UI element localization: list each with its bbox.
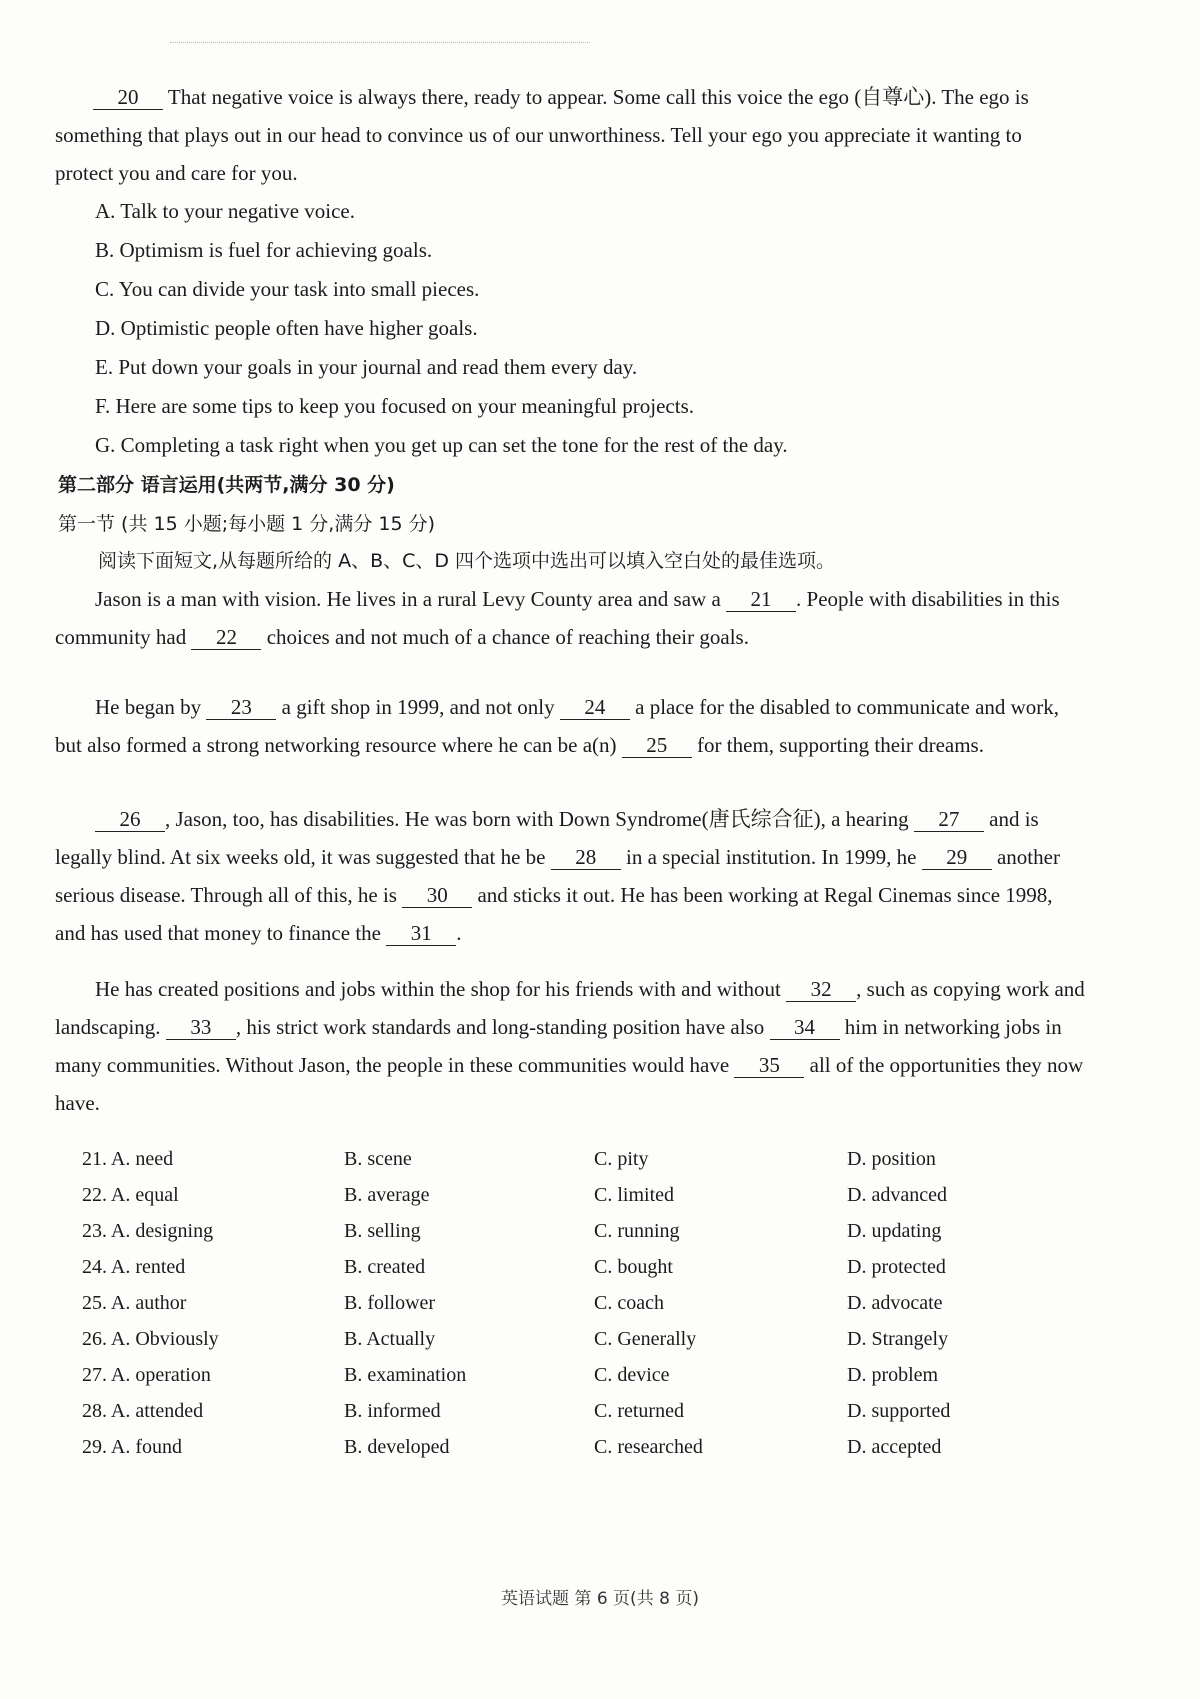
option-c: C. pity — [594, 1148, 649, 1170]
cloze-text: all of the opportunities they now have. — [55, 1053, 1084, 1115]
blank-33: 33 — [166, 1015, 236, 1040]
option-b: B. informed — [344, 1400, 441, 1422]
blank-29: 29 — [922, 845, 992, 870]
option-b: B. Actually — [344, 1328, 436, 1350]
option-d: D. problem — [847, 1364, 939, 1386]
option-d: D. updating — [847, 1220, 942, 1242]
cloze-text: a place for the disabled to communicate and work, but also formed a strong networking resource where he can be a(n) — [55, 695, 1060, 757]
option-b: B. average — [344, 1184, 430, 1206]
option-a: 27. A. operation — [82, 1364, 211, 1386]
option-d: D. advanced — [847, 1184, 947, 1206]
option-a: A. Talk to your negative voice. — [95, 199, 355, 223]
option-a: 22. A. equal — [82, 1184, 179, 1206]
option-a: 21. A. need — [82, 1148, 174, 1170]
cloze-text: in a special institution. In 1999, he — [626, 845, 917, 869]
option-c: C. Generally — [594, 1328, 697, 1350]
part2-heading: 第二部分 语言运用(共两节,满分 30 分) — [58, 474, 395, 496]
passage-end-line3: Tell your ego you appreciate it wanting to protect you and care for you. — [55, 123, 1022, 185]
cloze-text: Jason is a man with vision. He lives in a rural Levy County area and saw a — [95, 587, 721, 611]
question-row-22 — [82, 1184, 1082, 1218]
cloze-text: , Jason, too, has disabilities. He was born with Down Syndrome(唐氏综合征), a hearing — [165, 807, 909, 831]
option-d: D. Strangely — [847, 1328, 949, 1350]
option-b: B. Optimism is fuel for achieving goals. — [95, 238, 433, 262]
question-row-23 — [82, 1220, 1082, 1254]
cloze-text: him in networking jobs in many communities. Without Jason, the people in these communities would have — [55, 1015, 1062, 1077]
question-row-29 — [82, 1436, 1082, 1470]
question-row-24 — [82, 1256, 1082, 1290]
option-a: 25. A. author — [82, 1292, 187, 1314]
question-row-25 — [82, 1292, 1082, 1326]
option-c: C. bought — [594, 1256, 673, 1278]
cloze-text: a gift shop in 1999, and not only — [281, 695, 555, 719]
blank-30: 30 — [402, 883, 472, 908]
blank-28: 28 — [551, 845, 621, 870]
option-c: C. You can divide your task into small pieces. — [95, 277, 480, 301]
option-a: 26. A. Obviously — [82, 1328, 219, 1350]
question-row-28 — [82, 1400, 1082, 1434]
option-d: D. advocate — [847, 1292, 943, 1314]
blank-31: 31 — [386, 921, 456, 946]
blank-25: 25 — [622, 733, 692, 758]
option-b: B. created — [344, 1256, 426, 1278]
cloze-paragraph-1 — [55, 580, 1085, 656]
option-c: C. running — [594, 1220, 680, 1242]
option-a: 28. A. attended — [82, 1400, 204, 1422]
option-b: B. follower — [344, 1292, 436, 1314]
option-c: C. coach — [594, 1292, 664, 1314]
cloze-paragraph-2 — [55, 688, 1085, 764]
passage-end-paragraph — [55, 78, 1085, 192]
option-c: C. returned — [594, 1400, 684, 1422]
cloze-text: . People with disabilities in this community had — [55, 587, 1060, 649]
cloze-text: , such as copying work and landscaping. — [55, 977, 1085, 1039]
cloze-text: and sticks it out. He has been working at Regal Cinemas since 1998, and has used that money to finance the — [55, 883, 1053, 945]
option-a: 29. A. found — [82, 1436, 182, 1458]
passage-end-line1: That negative voice is always there, ready to appear. Some call this voice the ego — [167, 85, 849, 109]
cloze-text: and is legally blind. At six weeks old, it was suggested that he be — [55, 807, 1039, 869]
blank-32: 32 — [786, 977, 856, 1002]
instruction: 阅读下面短文,从每题所给的 A、B、C、D 四个选项中选出可以填入空白处的最佳选项。 — [98, 550, 836, 572]
option-b: B. scene — [344, 1148, 412, 1170]
blank-22: 22 — [191, 625, 261, 650]
question-row-27 — [82, 1364, 1082, 1398]
option-c: C. device — [594, 1364, 670, 1386]
cloze-text: another serious disease. Through all of this, he is — [55, 845, 1060, 907]
blank-23: 23 — [206, 695, 276, 720]
option-d: D. protected — [847, 1256, 946, 1278]
blank-24: 24 — [560, 695, 630, 720]
option-c: C. researched — [594, 1436, 703, 1458]
blank-27: 27 — [914, 807, 984, 832]
option-a: 24. A. rented — [82, 1256, 186, 1278]
blank-26: 26 — [95, 807, 165, 832]
option-g: G. Completing a task right when you get up can set the tone for the rest of the day. — [95, 433, 788, 457]
option-f: F. Here are some tips to keep you focused on your meaningful projects. — [95, 394, 694, 418]
cloze-paragraph-3 — [55, 800, 1085, 952]
blank-20: 20 — [93, 85, 163, 110]
blank-21: 21 — [726, 587, 796, 612]
option-d: D. position — [847, 1148, 936, 1170]
cloze-text: He has created positions and jobs within the shop for his friends with and without — [95, 977, 781, 1001]
passage-end-line2: (自尊心). The ego is something that plays out in our head to convince us of our unworthiness. — [55, 85, 1029, 147]
cloze-paragraph-4 — [55, 970, 1085, 1122]
option-d: D. supported — [847, 1400, 951, 1422]
cloze-text: He began by — [95, 695, 202, 719]
option-b: B. developed — [344, 1436, 450, 1458]
page-footer: 英语试题 第 6 页(共 8 页) — [501, 1589, 699, 1609]
option-d: D. accepted — [847, 1436, 942, 1458]
option-d: D. Optimistic people often have higher goals. — [95, 316, 478, 340]
option-a: 23. A. designing — [82, 1220, 214, 1242]
cloze-text: for them, supporting their dreams. — [697, 733, 984, 757]
cloze-text: , his strict work standards and long-standing position have also — [235, 1015, 765, 1039]
option-e: E. Put down your goals in your journal and read them every day. — [95, 355, 638, 379]
section1-heading: 第一节 (共 15 小题;每小题 1 分,满分 15 分) — [58, 513, 435, 535]
option-b: B. examination — [344, 1364, 467, 1386]
cloze-text: . — [456, 921, 462, 945]
question-row-26 — [82, 1328, 1082, 1362]
option-b: B. selling — [344, 1220, 421, 1242]
header-rule — [170, 42, 590, 43]
cloze-text: choices and not much of a chance of reaching their goals. — [266, 625, 749, 649]
blank-34: 34 — [770, 1015, 840, 1040]
blank-35: 35 — [734, 1053, 804, 1078]
question-row-21 — [82, 1148, 1082, 1182]
option-c: C. limited — [594, 1184, 674, 1206]
